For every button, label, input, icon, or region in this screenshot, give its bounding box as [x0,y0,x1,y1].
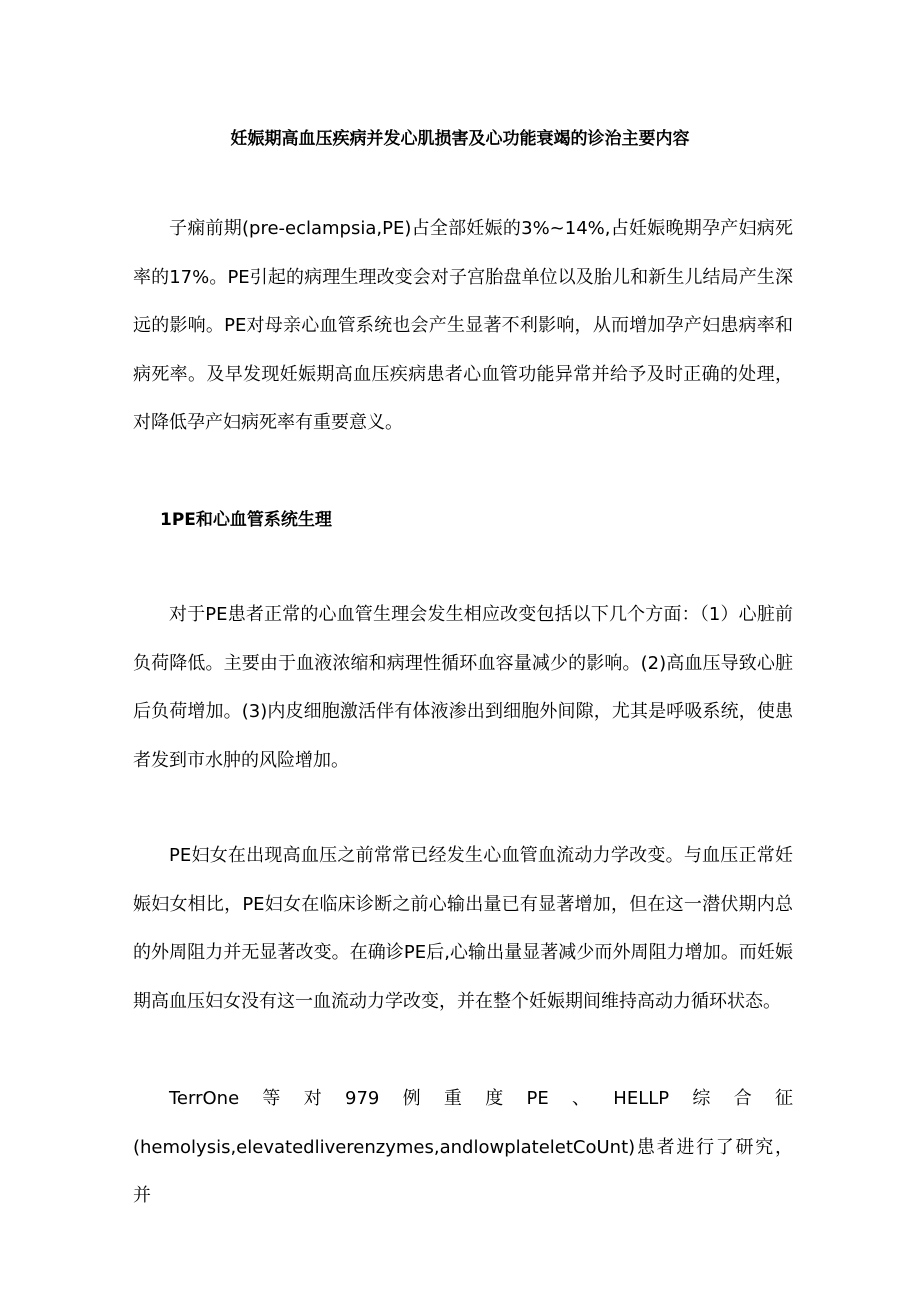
intro-paragraph: 子痫前期(pre-eclampsia,PE)占全部妊娠的3%~14%,占妊娠晚期孕产妇病死率的17%。PE引起的病理生理改变会对子宫胎盘单位以及胎儿和新生儿结局产生深远的影响。PE对母亲心血管系统也会产生显著不利影响，从而增加孕产妇患病率和病死率。及早发现妊娠期高血压疾病患者心血管功能异常并给予及时正确的处理，对降低孕产妇病死率有重要意义。 [133,218,793,434]
physiology-paragraph: 对于PE患者正常的心血管生理会发生相应改变包括以下几个方面：（1）心脏前负荷降低。主要由于血液浓缩和病理性循环血容量减少的影响。(2)高血压导致心脏后负荷增加。(3)内皮细胞激活伴有体液渗出到细胞外间隙，尤其是呼吸系统，使患者发到市水肿的风险增加。 [133,604,793,771]
document-title: 妊娠期高血压疾病并发心肌损害及心功能衰竭的诊治主要内容 [230,129,690,149]
study-paragraph: TerrOne等对979例重度PE、HELLP综合征(hemolysis,elevatedliverenzymes,andlowplateletCoUnt)患者进行了研究，并 [133,1088,793,1207]
section-heading: 1PE和心血管系统生理 [160,510,332,530]
hemodynamics-paragraph: PE妇女在出现高血压之前常常已经发生心血管血流动力学改变。与血压正常妊娠妇女相比，PE妇女在临床诊断之前心输出量已有显著增加，但在这一潜伏期内总的外周阻力并无显著改变。在确诊PE后,心输出量显著减少而外周阻力增加。而妊娠期高血压妇女没有这一血流动力学改变，并在整个妊娠期间维持高动力循环状态。 [133,845,793,1012]
